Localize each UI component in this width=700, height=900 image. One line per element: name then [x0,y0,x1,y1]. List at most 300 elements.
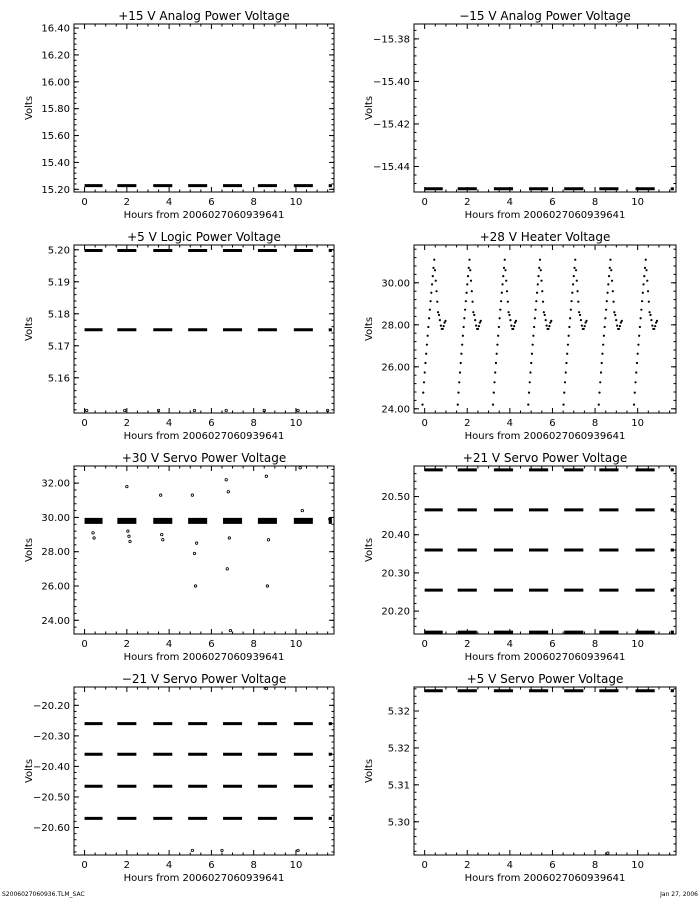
x-tick-label: 8 [250,197,257,208]
x-tick-label: 2 [464,860,471,871]
data-point [503,267,505,269]
data-point [644,267,646,269]
outlier-point [191,849,193,851]
data-point [653,328,655,330]
x-tick-label: 6 [549,639,556,650]
data-point [478,325,480,327]
data-point [439,319,441,321]
data-point [460,362,462,364]
plot-frame [74,687,334,855]
data-point [499,317,501,319]
data-point [651,325,653,327]
data-point [578,311,580,313]
data-point [464,309,466,311]
outlier-point [195,542,197,544]
data-point [435,290,437,292]
x-tick-label: 10 [289,418,303,429]
data-point [654,325,656,327]
outlier-point [92,532,94,534]
y-tick-label: 24.00 [41,615,70,627]
y-tick-label: −20.40 [32,761,70,773]
panel-7 [24,672,334,884]
data-point [458,381,460,383]
outlier-point [162,539,164,541]
data-point [609,259,611,261]
data-point [604,317,606,319]
data-point [606,292,608,294]
data-point [613,311,615,313]
outlier-point [194,585,196,587]
x-tick-label: 6 [208,197,215,208]
data-point [606,300,608,302]
y-tick-label: 16.20 [41,50,70,62]
data-point [438,314,440,316]
x-tick-label: 6 [208,418,215,429]
data-point [546,325,548,327]
y-tick-label: −20.60 [32,823,70,835]
data-point [468,259,470,261]
y-tick-label: −15.40 [372,76,410,88]
x-tick-label: 10 [631,418,645,429]
outlier-point [297,849,299,851]
data-point [475,325,477,327]
data-point [616,325,618,327]
x-axis-label: Hours from 2006027060939641 [464,873,626,884]
data-point [437,311,439,313]
data-point [508,314,510,316]
outlier-point [221,849,223,851]
outlier-point [159,494,161,496]
data-point [638,335,640,337]
data-point [584,325,586,327]
data-point [527,404,529,406]
data-point [536,292,538,294]
data-point [537,283,539,285]
data-point [493,392,495,394]
y-tick-label: −15.38 [372,34,410,46]
x-tick-label: 10 [631,639,645,650]
data-point [544,314,546,316]
outlier-point [228,537,230,539]
outlier-point [225,409,227,411]
data-point [535,309,537,311]
outlier-point [126,485,128,487]
data-point [598,392,600,394]
data-point [577,301,579,303]
data-point [572,283,574,285]
x-tick-label: 4 [506,860,514,871]
x-tick-label: 2 [123,639,131,650]
data-point [430,292,432,294]
data-point [463,326,465,328]
data-point [538,267,540,269]
chart-title: +28 V Heater Voltage [479,230,611,244]
y-tick-label: 30.00 [381,278,410,290]
data-point [642,283,644,285]
x-tick-label: 8 [591,197,599,208]
x-tick-label: 0 [81,418,88,429]
data-point [565,362,567,364]
data-point [533,326,535,328]
data-point [501,292,503,294]
x-tick-label: 8 [250,639,257,650]
panel-3 [24,230,334,442]
y-axis-label: Volts [24,758,35,784]
data-point [643,275,645,277]
data-point [601,353,603,355]
data-point [603,335,605,337]
data-point [424,362,426,364]
data-point [646,280,648,282]
y-tick-label: 5.19 [47,277,70,289]
data-point [575,269,577,271]
data-point [540,269,542,271]
data-point [480,320,482,322]
y-axis-label: Volts [24,316,35,342]
data-point [569,317,571,319]
data-point [460,353,462,355]
data-point [436,301,438,303]
data-point [545,319,547,321]
data-point [498,326,500,328]
data-point [528,392,530,394]
panel-6 [364,451,676,663]
y-tick-label: 26.00 [381,362,410,374]
data-point [431,283,433,285]
data-point [618,328,620,330]
chart-title: +15 V Analog Power Voltage [118,9,290,23]
data-point [510,325,512,327]
x-tick-label: 0 [421,639,428,650]
chart-title: −15 V Analog Power Voltage [459,9,631,23]
y-tick-label: 5.18 [47,309,70,321]
data-point [463,317,465,319]
outlier-point [225,479,227,481]
data-point [433,259,435,261]
data-point [637,353,639,355]
plot-frame [414,687,676,855]
data-point [574,259,576,261]
x-tick-label: 8 [250,418,257,429]
data-point [576,280,578,282]
data-point [541,290,543,292]
data-point [604,326,606,328]
x-tick-label: 0 [81,197,88,208]
data-point [607,283,609,285]
y-tick-label: 5.20 [47,245,70,257]
y-tick-label: 28.00 [41,547,70,559]
outlier-point [226,568,228,570]
outlier-point [85,409,87,411]
data-point [540,280,542,282]
data-point [615,319,617,321]
data-point [432,267,434,269]
x-tick-label: 6 [549,418,556,429]
outlier-point [299,467,301,469]
x-axis-label: Hours from 2006027060939641 [123,873,285,884]
panel-5 [24,451,334,663]
y-axis-label: Volts [364,537,375,563]
x-tick-label: 10 [289,639,303,650]
y-tick-label: 5.31 [387,780,410,792]
data-point [423,381,425,383]
data-point [512,328,514,330]
data-point [509,319,511,321]
data-point [598,404,600,406]
plot-frame [74,466,334,634]
data-point [462,335,464,337]
data-point [583,328,585,330]
outlier-point [193,409,195,411]
data-point [500,300,502,302]
data-point [564,381,566,383]
y-tick-label: 24.00 [381,404,410,416]
data-point [645,259,647,261]
x-axis-label: Hours from 2006027060939641 [464,431,626,442]
chart-title: +5 V Logic Power Voltage [127,230,281,244]
data-point [492,404,494,406]
data-point [547,328,549,330]
data-point [471,301,473,303]
data-point [494,371,496,373]
x-tick-label: 4 [506,418,514,429]
x-tick-label: 0 [81,860,88,871]
x-tick-label: 4 [506,197,514,208]
data-point [529,371,531,373]
panel-4 [364,230,676,442]
data-point [573,267,575,269]
data-point [477,328,479,330]
y-axis-label: Volts [364,758,375,784]
data-point [474,319,476,321]
x-tick-label: 6 [549,197,556,208]
data-point [470,280,472,282]
outlier-point [127,530,129,532]
data-point [639,326,641,328]
data-point [605,309,607,311]
data-point [647,290,649,292]
x-tick-label: 2 [123,197,131,208]
outlier-point [266,585,268,587]
data-point [641,300,643,302]
data-point [601,362,603,364]
data-point [507,301,509,303]
data-point [537,275,539,277]
data-point [425,353,427,355]
data-point [614,314,616,316]
data-point [649,314,651,316]
x-tick-label: 0 [81,639,88,650]
data-point [602,344,604,346]
data-point [535,300,537,302]
data-point [515,320,517,322]
data-point [468,267,470,269]
data-point [532,335,534,337]
y-tick-label: 15.20 [41,184,70,196]
x-tick-label: 10 [631,197,645,208]
data-point [542,301,544,303]
x-tick-label: 8 [250,860,257,871]
data-point [466,283,468,285]
footer-filename: S2006027060936.TLM_SAC [2,891,85,898]
data-point [440,325,442,327]
data-point [566,353,568,355]
outlier-point [326,409,328,411]
data-point [648,301,650,303]
data-point [459,371,461,373]
data-point [534,317,536,319]
data-point [530,362,532,364]
x-tick-label: 6 [208,639,215,650]
data-point [426,344,428,346]
y-tick-label: 16.40 [41,23,70,35]
x-tick-label: 6 [549,860,556,871]
x-tick-label: 2 [464,639,471,650]
data-point [579,314,581,316]
outlier-point [129,540,131,542]
data-point [543,311,545,313]
x-tick-label: 4 [165,860,173,871]
data-point [531,353,533,355]
data-point [563,392,565,394]
data-point [609,267,611,269]
data-point [581,325,583,327]
x-tick-label: 4 [165,197,173,208]
y-tick-label: 5.32 [387,706,410,718]
data-point [656,320,658,322]
data-point [610,269,612,271]
y-axis-label: Volts [24,95,35,121]
y-tick-label: 28.00 [381,320,410,332]
data-point [504,269,506,271]
data-point [612,290,614,292]
y-tick-label: −20.30 [32,731,70,743]
data-point [634,381,636,383]
y-tick-label: 20.30 [381,568,410,580]
y-tick-label: 20.20 [381,606,410,618]
x-tick-label: 10 [289,197,303,208]
x-axis-label: Hours from 2006027060939641 [123,652,285,663]
y-tick-label: 15.80 [41,104,70,116]
data-point [650,319,652,321]
x-tick-label: 2 [464,418,471,429]
data-point [562,404,564,406]
x-axis-label: Hours from 2006027060939641 [123,210,285,221]
data-point [457,404,459,406]
outlier-point [161,533,163,535]
outlier-point [191,494,193,496]
y-tick-label: 26.00 [41,581,70,593]
data-point [496,353,498,355]
outlier-point [607,852,609,854]
data-point [507,311,509,313]
outlier-point [229,629,231,631]
footer-date: Jan 27, 2006 [660,891,698,898]
data-point [640,317,642,319]
data-point [505,280,507,282]
x-tick-label: 8 [591,418,599,429]
chart-title: +5 V Servo Power Voltage [466,672,624,686]
x-tick-label: 2 [123,418,131,429]
x-tick-label: 8 [591,639,599,650]
y-tick-label: 32.00 [41,478,70,490]
y-tick-label: 5.16 [47,373,70,385]
data-point [465,300,467,302]
y-axis-label: Volts [364,95,375,121]
chart-title: +30 V Servo Power Voltage [121,451,287,465]
outlier-point [267,539,269,541]
data-point [568,335,570,337]
outlier-point [263,409,265,411]
data-point [428,317,430,319]
data-point [635,371,637,373]
data-point [497,335,499,337]
data-point [573,275,575,277]
data-point [576,290,578,292]
panel-2 [364,9,676,221]
outlier-point [157,409,159,411]
data-point [432,275,434,277]
data-point [473,314,475,316]
data-point [429,300,431,302]
y-tick-label: 20.50 [381,492,410,504]
x-tick-label: 10 [631,860,645,871]
data-point [461,344,463,346]
data-point [499,309,501,311]
outlier-point [128,535,130,537]
data-point [550,320,552,322]
chart-title: +21 V Servo Power Voltage [462,451,628,465]
y-tick-label: 20.40 [381,530,410,542]
data-point [642,292,644,294]
data-point [496,344,498,346]
x-tick-label: 4 [506,639,514,650]
y-axis-label: Volts [24,537,35,563]
x-axis-label: Hours from 2006027060939641 [464,210,626,221]
data-point [567,344,569,346]
x-tick-label: 8 [591,860,599,871]
x-tick-label: 4 [165,639,173,650]
data-point [548,325,550,327]
data-point [427,335,429,337]
data-point [469,269,471,271]
data-point [565,371,567,373]
panel-8 [364,672,676,884]
data-point [570,300,572,302]
outlier-point [93,537,95,539]
data-point [427,326,429,328]
data-point [442,328,444,330]
y-tick-label: 15.60 [41,131,70,143]
data-point [443,325,445,327]
data-point [608,275,610,277]
data-point [621,320,623,322]
x-axis-label: Hours from 2006027060939641 [464,652,626,663]
data-point [504,259,506,261]
outlier-point [193,552,195,554]
data-point [600,371,602,373]
data-point [539,259,541,261]
data-point [421,404,423,406]
x-tick-label: 0 [421,418,428,429]
data-point [424,371,426,373]
outlier-point [301,509,303,511]
y-tick-label: 15.40 [41,157,70,169]
data-point [457,392,459,394]
outlier-point [227,491,229,493]
y-axis-label: Volts [364,316,375,342]
data-point [568,326,570,328]
